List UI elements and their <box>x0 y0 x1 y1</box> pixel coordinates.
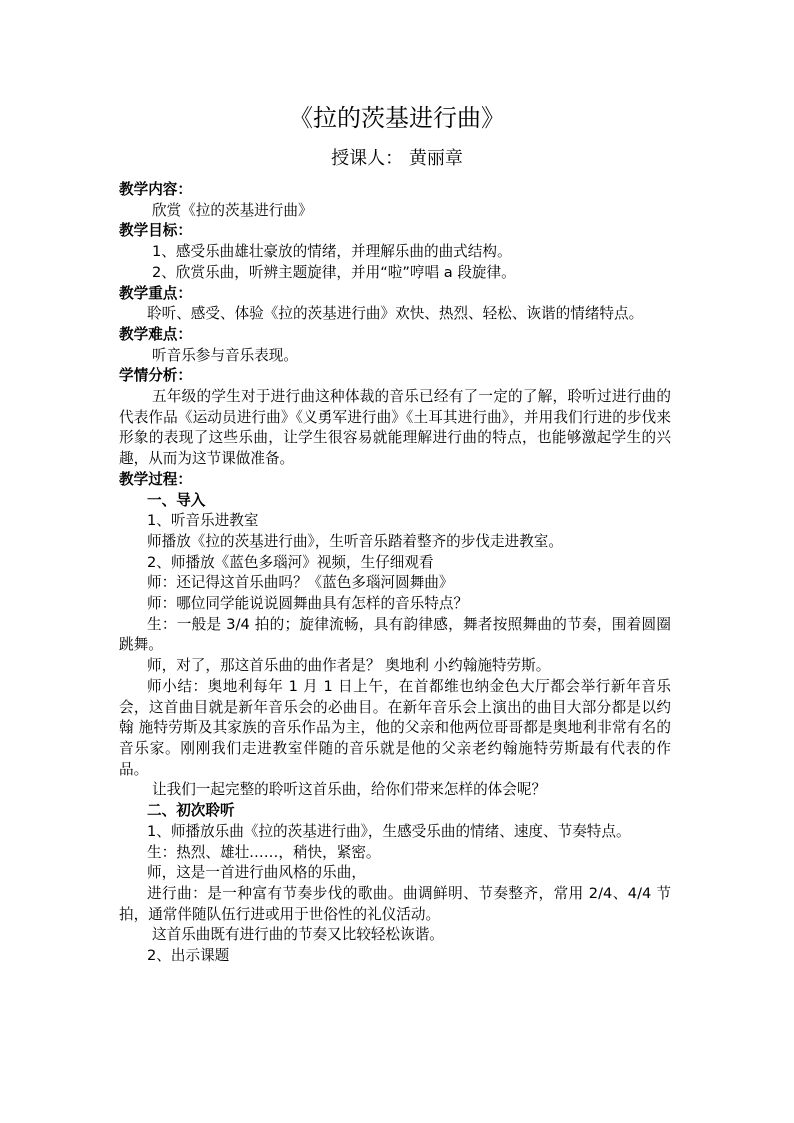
section-heading-goals: 教学目标： <box>119 222 192 240</box>
goal-item-2: 2、欣赏乐曲，听辨主题旋律，并用“啦”哼唱 a 段旋律。 <box>152 263 516 281</box>
process-paragraph: 2、师播放《蓝色多瑙河》视频，生仔细观看 <box>147 553 434 571</box>
process-paragraph: 师小结：奥地利每年 1 月 1 日上午，在首都维也纳金色大厅都会举行新年音乐会，这首曲目就是新年音乐会的必曲目。在新年音乐会上演出的曲目大部分都是以约翰 施特劳斯及其家族的音乐作品为主，他的父亲和他两位哥哥都是奥地利非常有名的音乐家。刚刚我们走进教室伴随的音乐就是他的父亲老约翰施特劳斯最有代表的作品。 <box>119 677 671 778</box>
difficulty-text: 听音乐参与音乐表现。 <box>152 346 298 364</box>
part-heading-intro: 一、导入 <box>147 491 206 509</box>
process-paragraph: 师，这是一首进行曲风格的乐曲， <box>147 864 366 882</box>
section-heading-analysis: 学情分析： <box>119 367 192 385</box>
content-text: 欣赏《拉的茨基进行曲》 <box>152 201 313 219</box>
process-paragraph: 这首乐曲既有进行曲的节奏又比较轻松诙谐。 <box>152 926 444 944</box>
process-paragraph: 师：还记得这首乐曲吗？《蓝色多瑙河圆舞曲》 <box>147 574 454 592</box>
section-heading-process: 教学过程： <box>119 470 192 488</box>
process-paragraph: 进行曲：是一种富有节奏步伐的歌曲。曲调鲜明、节奏整齐，常用 2/4、4/4 节拍，通常伴随队伍行进或用于世俗性的礼仪活动。 <box>119 884 671 923</box>
document-title: 《拉的茨基进行曲》 <box>289 104 505 132</box>
key-points-text: 聆听、感受、体验《拉的茨基进行曲》欢快、热烈、轻松、诙谐的情绪特点。 <box>147 305 644 323</box>
section-heading-key-points: 教学重点： <box>119 284 192 302</box>
process-paragraph: 师播放《拉的茨基进行曲》，生听音乐踏着整齐的步伐走进教室。 <box>147 532 563 550</box>
process-paragraph: 师：哪位同学能说说圆舞曲具有怎样的音乐特点？ <box>147 595 469 613</box>
process-paragraph: 1、师播放乐曲《拉的茨基进行曲》，生感受乐曲的情绪、速度、节奏特点。 <box>147 822 631 840</box>
section-heading-content: 教学内容： <box>119 181 192 198</box>
process-paragraph: 1、听音乐进教室 <box>147 512 259 530</box>
section-heading-difficulty: 教学难点： <box>119 325 192 343</box>
process-paragraph: 生：热烈、雄壮……，稍快，紧密。 <box>147 843 381 861</box>
analysis-text: 五年级的学生对于进行曲这种体裁的音乐已经有了一定的了解，聆听过进行曲的代表作品《运动员进行曲》《义勇军进行曲》《土耳其进行曲》，并用我们行进的步伐来形象的表现了这些乐曲，让学生很容易就能理解进行曲的特点，也能够激起学生的兴趣，从而为这节课做准备。 <box>119 388 671 468</box>
goal-item-1: 1、感受乐曲雄壮豪放的情绪，并理解乐曲的曲式结构。 <box>152 243 512 261</box>
document-body <box>119 180 671 967</box>
process-paragraph: 生：一般是 3/4 拍的；旋律流畅，具有韵律感，舞者按照舞曲的节奏，围着圆圈跳舞。 <box>119 615 671 654</box>
process-paragraph: 师，对了，那这首乐曲的曲作者是？ 奥地利 小约翰施特劳斯。 <box>147 657 551 675</box>
process-paragraph: 2、出示课题 <box>147 947 230 965</box>
process-paragraph: 让我们一起完整的聆听这首乐曲，给你们带来怎样的体会呢？ <box>152 781 547 799</box>
part-heading-first-listening: 二、初次聆听 <box>147 802 235 820</box>
teacher-line: 授课人： 黄丽章 <box>331 148 463 169</box>
